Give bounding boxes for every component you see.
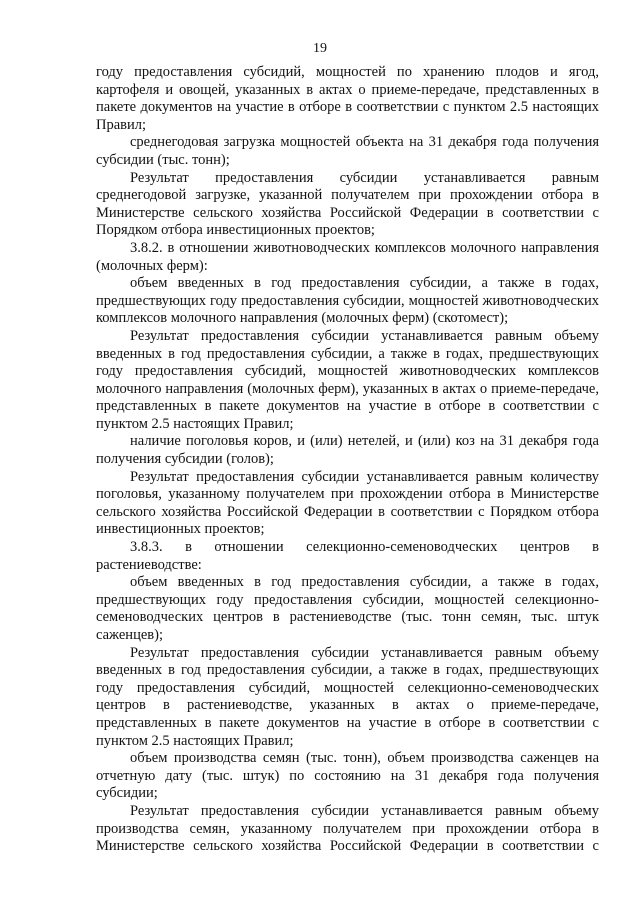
paragraph-indicator-storage-load: среднегодовая загрузка мощностей объекта на 31 декабря года получения субсидии (тыс. тонн); xyxy=(96,134,599,168)
paragraph-result-storage-load: Результат предоставления субсидии устанавливается равным среднегодовой загрузке, указанной получателем при прохождении отбора в Министерстве сельского хозяйства Российской Федерации в соответствии с Порядком отбора инвестиционных проектов; xyxy=(96,169,599,239)
paragraph-indicator-seed-production: объем производства семян (тыс. тонн), объем производства саженцев на отчетную дату (тыс. штук) по состоянию на 31 декабря года получения субсидии; xyxy=(96,750,599,802)
page-number: 19 xyxy=(313,41,327,56)
paragraph-result-livestock: Результат предоставления субсидии устанавливается равным количеству поголовья, указанному получателем при прохождении отбора в Министерстве сельского хозяйства Российской Федерации в соответствии с Порядком отбора инвестиционных проектов; xyxy=(96,468,599,538)
paragraph-result-dairy-capacity: Результат предоставления субсидии устанавливается равным объему введенных в год предоставления субсидии, а также в годах, предшествующих году предоставления субсидий, мощностей животноводческих комплексов молочного направления (молочных ферм), указанных в актах о приеме-передаче, представленных в пакете документов на участие в отборе в соответствии с пунктом 2.5 настоящих Правил; xyxy=(96,327,599,432)
paragraph-indicator-dairy-capacity: объем введенных в год предоставления субсидии, а также в годах, предшествующих году предоставления субсидии, мощностей животноводческих комплексов молочного направления (молочных ферм) (скотомест); xyxy=(96,275,599,327)
paragraph-result-seed-production: Результат предоставления субсидии устанавливается равным объему производства семян, указанному получателем при прохождении отбора в Министерстве сельского хозяйства Российской Федерации в соответствии с xyxy=(96,802,599,855)
paragraph-section-3-8-2: 3.8.2. в отношении животноводческих комплексов молочного направления (молочных ферм): xyxy=(96,239,599,274)
paragraph-section-3-8-3: 3.8.3. в отношении селекционно-семеноводческих центров в растениеводстве: xyxy=(96,539,599,573)
paragraph-indicator-livestock: наличие поголовья коров, и (или) нетелей, и (или) коз на 31 декабря года получения субсидии (голов); xyxy=(96,433,599,468)
paragraph-indicator-seed-centers: объем введенных в год предоставления субсидии, а также в годах, предшествующих году предоставления субсидии, мощностей селекционно-семеноводческих центров в растениеводстве (тыс. тонн семян, тыс. штук саженцев); xyxy=(96,574,599,643)
paragraph-result-seed-centers: Результат предоставления субсидии устанавливается равным объему введенных в год предоставления субсидии, а также в годах, предшествующих году предоставления субсидий, мощностей селекционно-семеноводческих центров в растениеводстве, указанных в актах о приеме-передаче, представленных в пакете документов на участие в отборе в соответствии с пунктом 2.5 настоящих Правил; xyxy=(96,644,599,749)
paragraph-continuation: году предоставления субсидий, мощностей по хранению плодов и ягод, картофеля и овощей, указанных в актах о приеме-передаче, представленных в пакете документов на участие в отборе в соответствии с пунктом 2.5 настоящих Правил; xyxy=(96,64,599,133)
document-body xyxy=(96,64,599,856)
